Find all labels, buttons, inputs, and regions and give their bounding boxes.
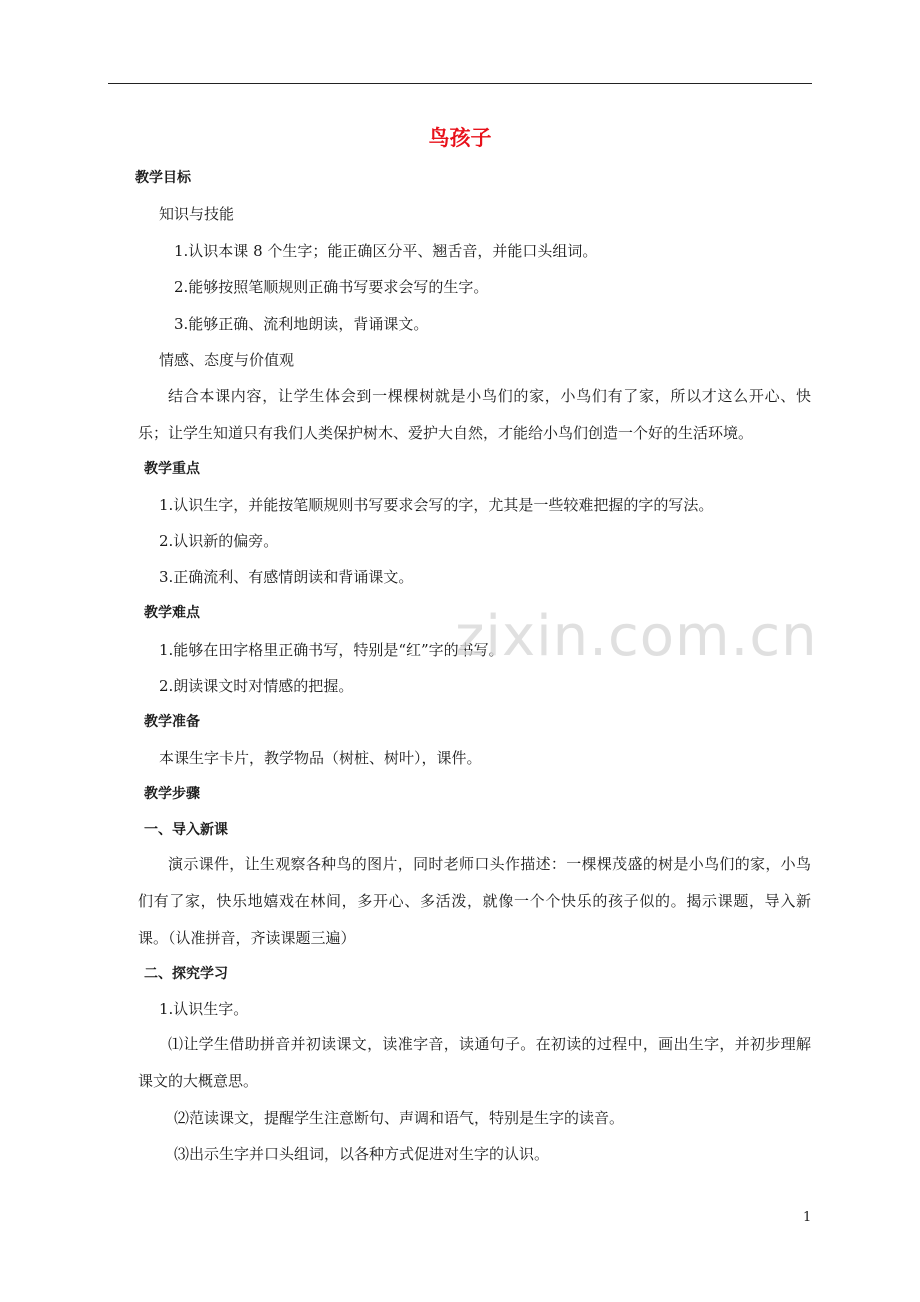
page-number: 1 — [803, 1210, 812, 1225]
step1-heading: 一、导入新课 — [144, 822, 228, 838]
key-point-1: 1.认识生字，并能按笔顺规则书写要求会写的字，尤其是一些较难把握的字的写法。 — [159, 496, 714, 514]
document-title: 鸟孩子 — [428, 126, 492, 150]
subheading-knowledge: 知识与技能 — [159, 205, 235, 223]
emotion-paragraph: 结合本课内容，让学生体会到一棵棵树就是小鸟们的家，小鸟们有了家，所以才这么开心、快乐；让学生知道只有我们人类保护树木、爱护大自然，才能给小鸟们创造一个好的生活环境。 — [138, 387, 811, 442]
step2-item-1: 1.认识生字。 — [159, 1000, 249, 1018]
knowledge-item-1: 1.认识本课 8 个生字；能正确区分平、翘舌音，并能口头组词。 — [174, 242, 598, 260]
key-point-2: 2.认识新的偏旁。 — [159, 532, 279, 550]
heading-key-points: 教学重点 — [144, 461, 200, 477]
difficulty-2: 2.朗读课文时对情感的把握。 — [159, 677, 354, 695]
heading-objectives: 教学目标 — [135, 170, 191, 186]
watermark: zixin.com.cn — [455, 604, 818, 669]
step2-heading: 二、探究学习 — [144, 966, 228, 982]
preparation-text: 本课生字卡片，教学物品（树桩、树叶），课件。 — [159, 749, 482, 767]
knowledge-item-3: 3.能够正确、流利地朗读，背诵课文。 — [174, 315, 429, 333]
subheading-emotion: 情感、态度与价值观 — [159, 351, 295, 369]
header-rule — [108, 83, 812, 84]
step2-sub-2: ⑵范读课文，提醒学生注意断句、声调和语气，特别是生字的读音。 — [174, 1109, 625, 1127]
key-point-3: 3.正确流利、有感情朗读和背诵课文。 — [159, 568, 414, 586]
step1-paragraph: 演示课件，让生观察各种鸟的图片，同时老师口头作描述：一棵棵茂盛的树是小鸟们的家，小鸟们有了家，快乐地嬉戏在林间，多开心、多活泼，就像一个个快乐的孩子似的。揭示课题，导入新课。（认准拼音，齐读课题三遍） — [138, 855, 811, 947]
heading-preparation: 教学准备 — [144, 714, 200, 730]
knowledge-item-2: 2.能够按照笔顺规则正确书写要求会写的生字。 — [174, 278, 489, 296]
step2-sub-1: ⑴让学生借助拼音并初读课文，读准字音，读通句子。在初读的过程中，画出生字，并初步理解课文的大概意思。 — [138, 1035, 811, 1090]
heading-steps: 教学步骤 — [144, 786, 200, 802]
step2-sub-3: ⑶出示生字并口头组词，以各种方式促进对生字的认识。 — [174, 1145, 550, 1163]
heading-difficulties: 教学难点 — [144, 605, 200, 621]
difficulty-1: 1.能够在田字格里正确书写，特别是“红”字的书写。 — [159, 641, 504, 659]
